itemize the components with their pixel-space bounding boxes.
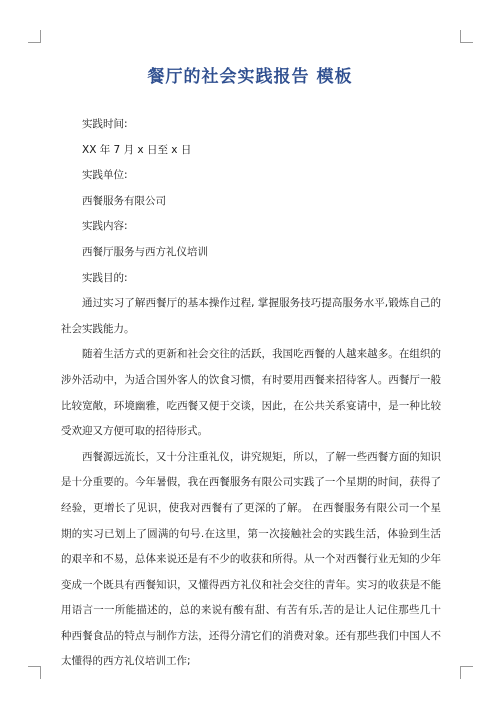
field-practice-unit-label: 实践单位: bbox=[82, 169, 128, 182]
paragraph-purpose: 通过实习了解西餐厅的基本操作过程, 掌握服务技巧提高服务水平,锻炼自己的社会实践能力。 bbox=[61, 297, 441, 335]
page-corner-mark-bottom-right bbox=[460, 666, 473, 679]
field-practice-time-value: XX 年 7 月 x 日至 x 日 bbox=[82, 143, 192, 156]
paragraph-experience: 西餐源远流长，又十分注重礼仪，讲究规矩，所以，了解一些西餐方面的知识是十分重要的。今年暑假，我在西餐服务有限公司实践了一个星期的时间，获得了经验，更增长了见识，使我对西餐有了更深的了解。 在西餐服务有限公司一个星期的实习已划上了圆满的句号.在这里，第一次接触社会的实践生活，体验到生活的艰辛和不易，总体来说还是有不少的收获和所得。从一个对西餐行业无知的少年变成一个既具有西餐知识，又懂得西方礼仪和社会交往的青年。实习的收获是不能用语言一一所能描述的，总的来说有酸有甜、有苦有乐,苦的是让人记住那些几十种西餐食品的特点与制作方法，还得分清它们的消费对象。还有那些我们中国人不太懂得的西方礼仪培训工作; bbox=[61, 450, 441, 668]
field-practice-time-label: 实践时间: bbox=[82, 118, 128, 130]
page-corner-mark-top-right bbox=[460, 30, 473, 43]
paragraph-background: 随着生活方式的更新和社会交往的活跃，我国吃西餐的人越来越多。在组织的涉外活动中，为适合国外客人的饮食习惯，有时要用西餐来招待客人。西餐厅一般比较宽敞，环境幽雅，吃西餐又便于交谈，因此，在公共关系宴请中，是一种比较受欢迎又方便可取的招待形式。 bbox=[61, 348, 441, 438]
field-practice-content-label: 实践内容: bbox=[82, 220, 128, 233]
page-corner-mark-top-left bbox=[28, 30, 41, 43]
page-corner-mark-bottom-left bbox=[28, 666, 41, 679]
field-practice-purpose-label: 实践目的: bbox=[82, 271, 128, 284]
field-practice-unit-value: 西餐服务有限公司 bbox=[82, 194, 166, 207]
document-title: 餐厅的社会实践报告 模板 bbox=[147, 67, 353, 87]
field-practice-content-value: 西餐厅服务与西方礼仪培训 bbox=[82, 245, 208, 258]
document-body bbox=[61, 112, 441, 675]
